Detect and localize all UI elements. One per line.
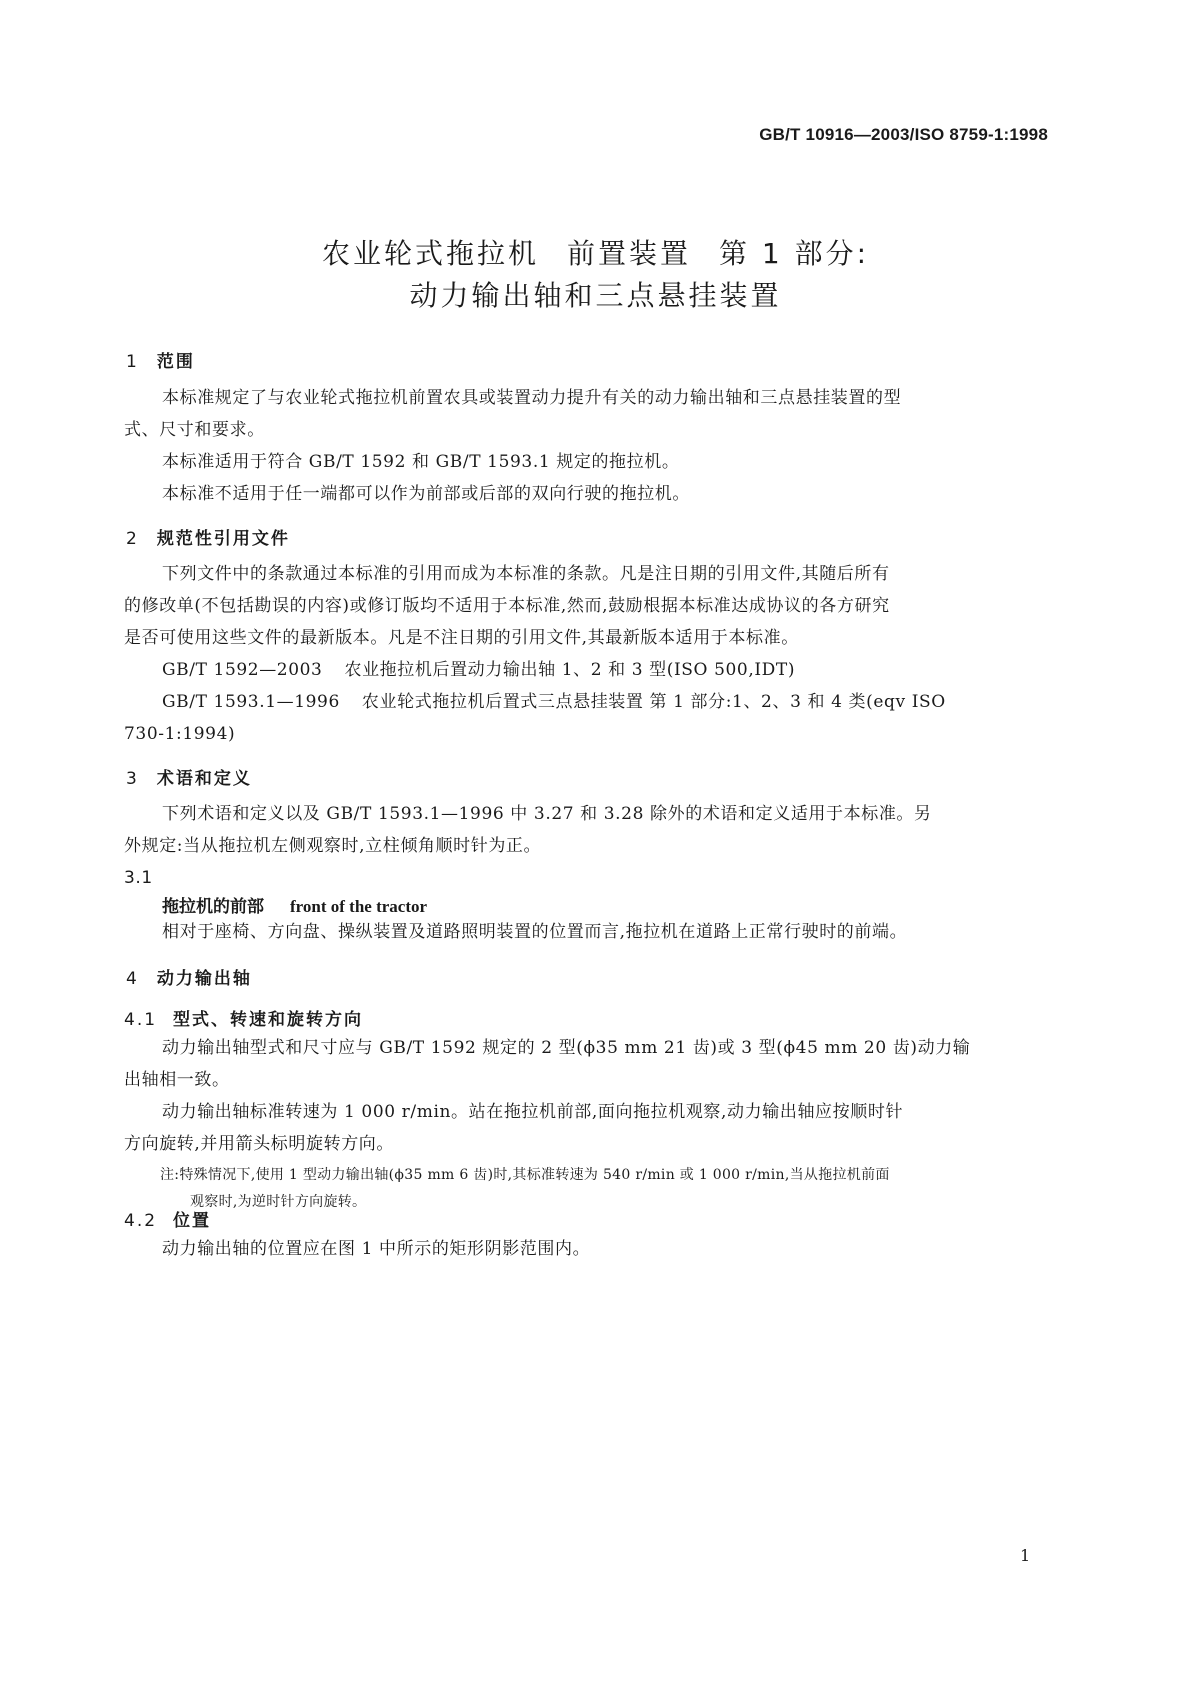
paragraph-line: 本标准不适用于任一端都可以作为前部或后部的双向行驶的拖拉机。 <box>162 484 690 504</box>
paragraph-line: 的修改单(不包括勘误的内容)或修订版均不适用于本标准,然而,鼓励根据本标准达成协议的各方研究 <box>124 596 890 616</box>
reference-title: 农业拖拉机后置动力输出轴 1、2 和 3 型(ISO 500,IDT) <box>344 660 796 680</box>
subsection-4-2-heading <box>124 1206 211 1231</box>
paragraph-line: 下列术语和定义以及 GB/T 1593.1—1996 中 3.27 和 3.28 除外的术语和定义适用于本标准。另 <box>162 804 932 824</box>
reference-item <box>162 654 795 686</box>
paragraph-line: 动力输出轴标准转速为 1 000 r/min。站在拖拉机前部,面向拖拉机观察,动力输出轴应按顺时针 <box>162 1102 904 1122</box>
note-line: 观察时,为逆时针方向旋转。 <box>190 1194 367 1210</box>
section-number: 1 <box>126 352 139 372</box>
section-number: 3 <box>126 769 139 789</box>
subsection-title: 型式、转速和旋转方向 <box>173 1010 364 1030</box>
paragraph-line: 外规定:当从拖拉机左侧观察时,立柱倾角顺时针为正。 <box>124 836 542 856</box>
paragraph-line: 方向旋转,并用箭头标明旋转方向。 <box>124 1134 395 1154</box>
paragraph-line: 动力输出轴型式和尺寸应与 GB/T 1592 规定的 2 型(ϕ35 mm 21 齿)或 3 型(ϕ45 mm 20 齿)动力输 <box>162 1038 971 1058</box>
standard-code: GB/T 10916—2003/ISO 8759-1:1998 <box>759 125 1048 144</box>
subsection-number: 4.1 <box>124 1010 158 1030</box>
section-4-heading <box>126 964 252 989</box>
subsection-title: 位置 <box>173 1211 212 1231</box>
section-3-heading <box>126 764 252 789</box>
title-part1: 农业轮式拖拉机 <box>321 237 539 270</box>
section-number: 4 <box>126 969 139 989</box>
paragraph-line: 下列文件中的条款通过本标准的引用而成为本标准的条款。凡是注日期的引用文件,其随后所有 <box>162 564 890 584</box>
term-heading <box>162 892 427 917</box>
note-line: 注:特殊情况下,使用 1 型动力输出轴(ϕ35 mm 6 齿)时,其标准转速为 540 r/min 或 1 000 r/min,当从拖拉机前面 <box>160 1167 890 1183</box>
document-title-line2: 动力输出轴和三点悬挂装置 <box>409 279 782 312</box>
paragraph-line: 是否可使用这些文件的最新版本。凡是不注日期的引用文件,其最新版本适用于本标准。 <box>124 628 799 648</box>
reference-item <box>162 686 946 718</box>
subsection-number: 4.2 <box>124 1211 158 1231</box>
subsection-number: 3.1 <box>124 868 153 888</box>
reference-code: GB/T 1592—2003 <box>162 660 323 680</box>
paragraph-line: 本标准规定了与农业轮式拖拉机前置农具或装置动力提升有关的动力输出轴和三点悬挂装置的型 <box>162 388 902 408</box>
term-en: front of the tractor <box>290 897 428 916</box>
paragraph-line: 出轴相一致。 <box>124 1070 230 1090</box>
document-title-line1 <box>0 232 1191 272</box>
paragraph-line: 式、尺寸和要求。 <box>124 420 265 440</box>
section-title: 规范性引用文件 <box>156 529 290 549</box>
term-definition: 相对于座椅、方向盘、操纵装置及道路照明装置的位置而言,拖拉机在道路上正常行驶时的前端。 <box>162 922 908 942</box>
reference-title: 农业轮式拖拉机后置式三点悬挂装置 第 1 部分:1、2、3 和 4 类(eqv ISO <box>361 692 946 712</box>
section-title: 动力输出轴 <box>156 969 252 989</box>
paragraph-line: 本标准适用于符合 GB/T 1592 和 GB/T 1593.1 规定的拖拉机。 <box>162 452 680 472</box>
section-1-heading <box>126 347 195 372</box>
page-number: 1 <box>1020 1546 1031 1565</box>
reference-code: GB/T 1593.1—1996 <box>162 692 340 712</box>
title-part2: 前置装置 <box>566 237 691 270</box>
section-title: 术语和定义 <box>156 769 252 789</box>
section-number: 2 <box>126 529 139 549</box>
paragraph-line: 动力输出轴的位置应在图 1 中所示的矩形阴影范围内。 <box>162 1239 591 1259</box>
section-2-heading <box>126 524 290 549</box>
title-part3: 第 1 部分: <box>718 237 870 270</box>
paragraph-line: 730-1:1994) <box>124 724 236 744</box>
section-title: 范围 <box>156 352 195 372</box>
subsection-4-1-heading <box>124 1005 363 1030</box>
term-cn: 拖拉机的前部 <box>162 897 264 917</box>
